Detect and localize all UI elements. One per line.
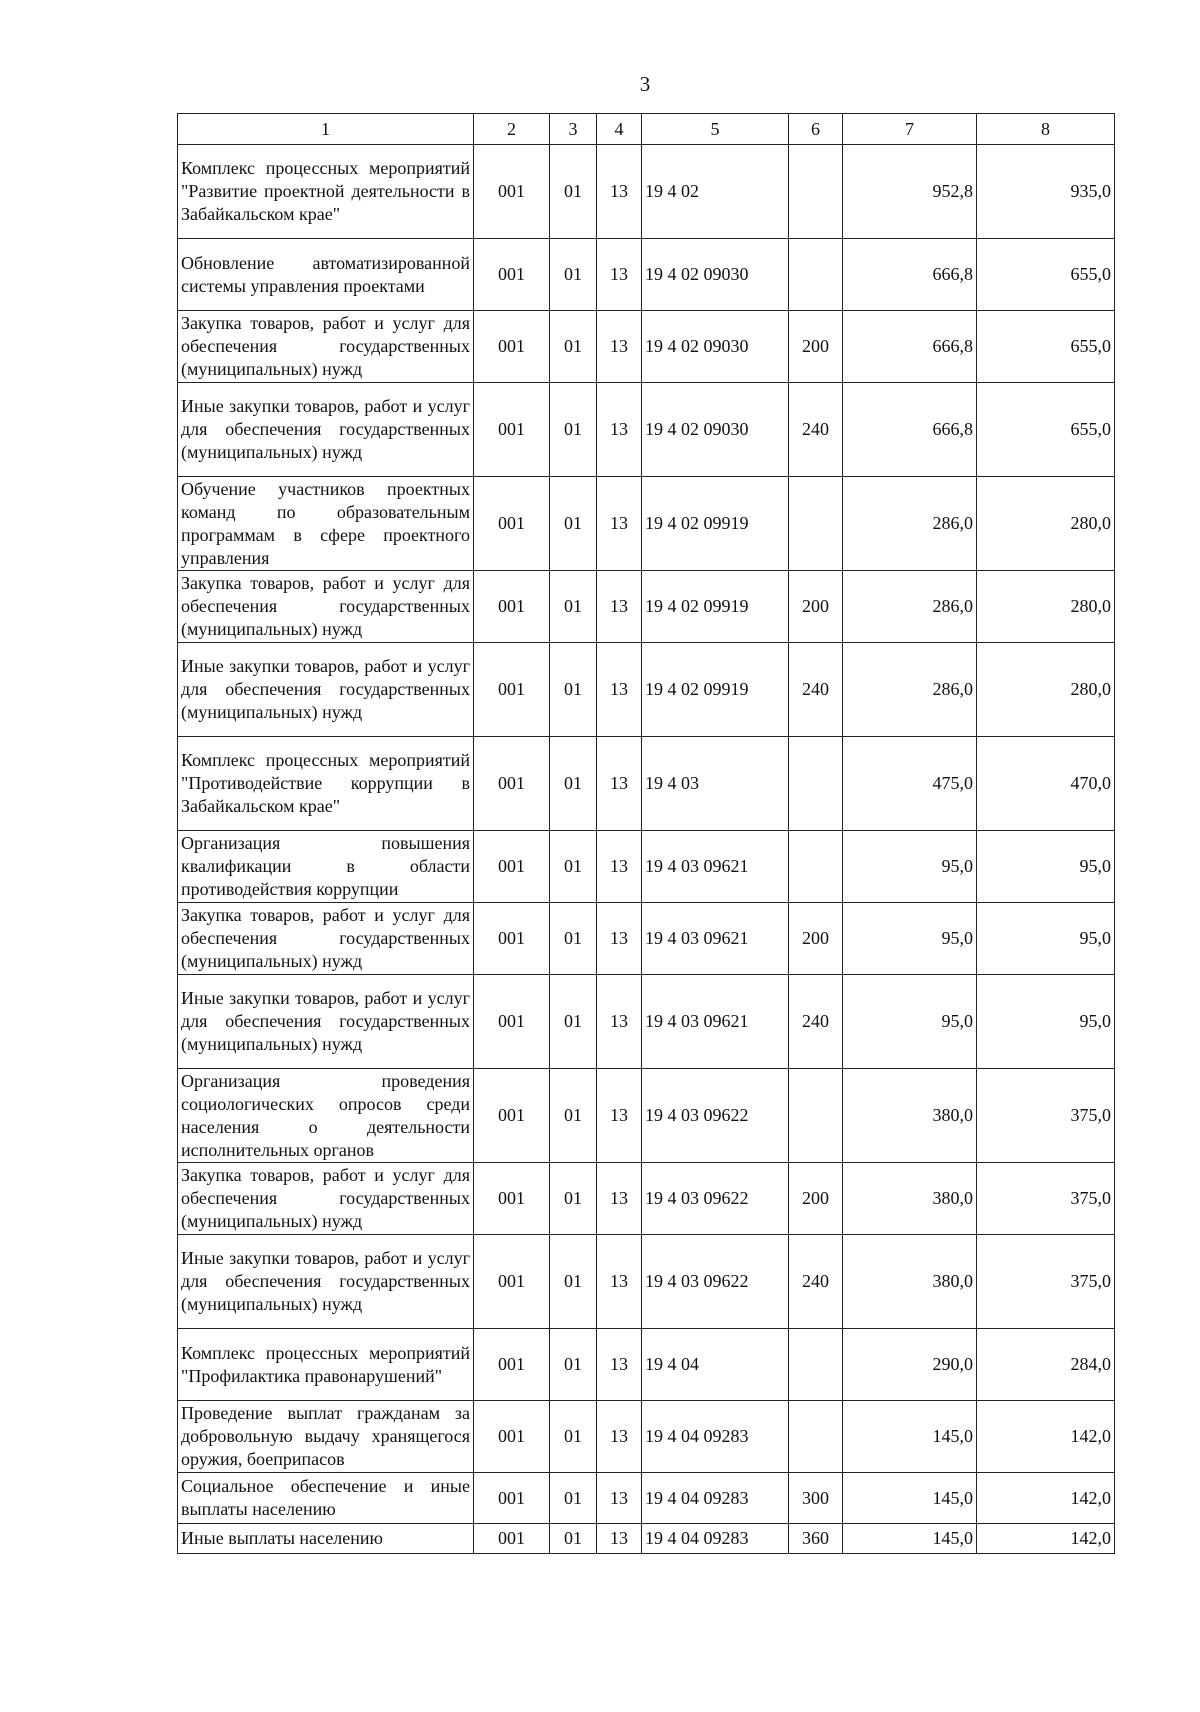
amount-col8-cell: 142,0 — [977, 1524, 1115, 1554]
amount-col7-cell: 380,0 — [843, 1163, 977, 1235]
amount-col7-cell: 952,8 — [843, 145, 977, 239]
column-header: 7 — [843, 114, 977, 145]
expense-type-cell — [789, 1401, 843, 1473]
row-name-cell: Иные выплаты населению — [178, 1524, 474, 1554]
section-code-cell: 01 — [550, 1401, 597, 1473]
table-row — [178, 1163, 1115, 1235]
amount-col7-cell: 145,0 — [843, 1473, 977, 1524]
target-article-cell: 19 4 02 09919 — [642, 571, 789, 643]
subsection-code-cell: 13 — [597, 383, 642, 477]
row-name-cell: Организация повышения квалификации в области противодействия коррупции — [178, 831, 474, 903]
row-name-cell: Комплекс процессных мероприятий "Профилактика правонарушений" — [178, 1329, 474, 1401]
amount-col8-cell: 280,0 — [977, 571, 1115, 643]
column-header: 2 — [474, 114, 550, 145]
amount-col8-cell: 655,0 — [977, 311, 1115, 383]
page-number: 3 — [639, 72, 651, 96]
expense-type-cell: 240 — [789, 975, 843, 1069]
section-code-cell: 01 — [550, 1235, 597, 1329]
subsection-code-cell: 13 — [597, 975, 642, 1069]
section-code-cell: 01 — [550, 383, 597, 477]
table-row — [178, 239, 1115, 311]
amount-col7-cell: 145,0 — [843, 1401, 977, 1473]
budget-table — [177, 113, 1115, 1554]
amount-col7-cell: 286,0 — [843, 571, 977, 643]
section-code-cell: 01 — [550, 1069, 597, 1163]
admin-code-cell: 001 — [474, 477, 550, 571]
amount-col7-cell: 380,0 — [843, 1069, 977, 1163]
admin-code-cell: 001 — [474, 571, 550, 643]
column-header: 5 — [642, 114, 789, 145]
expense-type-cell — [789, 737, 843, 831]
admin-code-cell: 001 — [474, 311, 550, 383]
table-row — [178, 903, 1115, 975]
admin-code-cell: 001 — [474, 737, 550, 831]
table-row — [178, 1401, 1115, 1473]
subsection-code-cell: 13 — [597, 145, 642, 239]
expense-type-cell — [789, 239, 843, 311]
expense-type-cell: 200 — [789, 1163, 843, 1235]
table-body — [178, 145, 1115, 1554]
table-row — [178, 1329, 1115, 1401]
section-code-cell: 01 — [550, 145, 597, 239]
subsection-code-cell: 13 — [597, 311, 642, 383]
row-name-cell: Обучение участников проектных команд по образовательным программам в сфере проектного управления — [178, 477, 474, 571]
admin-code-cell: 001 — [474, 975, 550, 1069]
expense-type-cell — [789, 1069, 843, 1163]
amount-col7-cell: 666,8 — [843, 311, 977, 383]
expense-type-cell: 200 — [789, 311, 843, 383]
amount-col8-cell: 280,0 — [977, 477, 1115, 571]
target-article-cell: 19 4 02 09030 — [642, 239, 789, 311]
row-name-cell: Обновление автоматизированной системы управления проектами — [178, 239, 474, 311]
section-code-cell: 01 — [550, 311, 597, 383]
amount-col8-cell: 655,0 — [977, 239, 1115, 311]
target-article-cell: 19 4 03 — [642, 737, 789, 831]
table-row — [178, 1473, 1115, 1524]
expense-type-cell: 200 — [789, 571, 843, 643]
target-article-cell: 19 4 03 09622 — [642, 1069, 789, 1163]
subsection-code-cell: 13 — [597, 477, 642, 571]
amount-col8-cell: 142,0 — [977, 1401, 1115, 1473]
table-row — [178, 1069, 1115, 1163]
amount-col8-cell: 95,0 — [977, 975, 1115, 1069]
admin-code-cell: 001 — [474, 1401, 550, 1473]
row-name-cell: Иные закупки товаров, работ и услуг для обеспечения государственных (муниципальных) нужд — [178, 383, 474, 477]
subsection-code-cell: 13 — [597, 903, 642, 975]
table-row — [178, 975, 1115, 1069]
amount-col8-cell: 95,0 — [977, 831, 1115, 903]
expense-type-cell — [789, 477, 843, 571]
section-code-cell: 01 — [550, 477, 597, 571]
expense-type-cell: 240 — [789, 1235, 843, 1329]
table-row — [178, 737, 1115, 831]
row-name-cell: Закупка товаров, работ и услуг для обеспечения государственных (муниципальных) нужд — [178, 1163, 474, 1235]
subsection-code-cell: 13 — [597, 1401, 642, 1473]
subsection-code-cell: 13 — [597, 831, 642, 903]
amount-col8-cell: 935,0 — [977, 145, 1115, 239]
amount-col7-cell: 95,0 — [843, 831, 977, 903]
admin-code-cell: 001 — [474, 1329, 550, 1401]
amount-col8-cell: 470,0 — [977, 737, 1115, 831]
table-row — [178, 571, 1115, 643]
admin-code-cell: 001 — [474, 1473, 550, 1524]
row-name-cell: Иные закупки товаров, работ и услуг для обеспечения государственных (муниципальных) нужд — [178, 643, 474, 737]
row-name-cell: Закупка товаров, работ и услуг для обеспечения государственных (муниципальных) нужд — [178, 571, 474, 643]
target-article-cell: 19 4 04 — [642, 1329, 789, 1401]
amount-col8-cell: 655,0 — [977, 383, 1115, 477]
target-article-cell: 19 4 03 09622 — [642, 1235, 789, 1329]
amount-col8-cell: 95,0 — [977, 903, 1115, 975]
section-code-cell: 01 — [550, 239, 597, 311]
expense-type-cell: 360 — [789, 1524, 843, 1554]
expense-type-cell — [789, 1329, 843, 1401]
table-row — [178, 477, 1115, 571]
section-code-cell: 01 — [550, 831, 597, 903]
amount-col7-cell: 95,0 — [843, 975, 977, 1069]
table-row — [178, 383, 1115, 477]
admin-code-cell: 001 — [474, 383, 550, 477]
row-name-cell: Организация проведения социологических опросов среди населения о деятельности исполнительных органов — [178, 1069, 474, 1163]
section-code-cell: 01 — [550, 571, 597, 643]
table-row — [178, 643, 1115, 737]
amount-col7-cell: 666,8 — [843, 239, 977, 311]
subsection-code-cell: 13 — [597, 1329, 642, 1401]
target-article-cell: 19 4 03 09621 — [642, 975, 789, 1069]
row-name-cell: Проведение выплат гражданам за добровольную выдачу хранящегося оружия, боеприпасов — [178, 1401, 474, 1473]
row-name-cell: Иные закупки товаров, работ и услуг для обеспечения государственных (муниципальных) нужд — [178, 975, 474, 1069]
section-code-cell: 01 — [550, 975, 597, 1069]
section-code-cell: 01 — [550, 737, 597, 831]
table-row — [178, 1235, 1115, 1329]
target-article-cell: 19 4 04 09283 — [642, 1473, 789, 1524]
admin-code-cell: 001 — [474, 831, 550, 903]
subsection-code-cell: 13 — [597, 737, 642, 831]
row-name-cell: Комплекс процессных мероприятий "Противодействие коррупции в Забайкальском крае" — [178, 737, 474, 831]
expense-type-cell — [789, 145, 843, 239]
subsection-code-cell: 13 — [597, 643, 642, 737]
section-code-cell: 01 — [550, 1163, 597, 1235]
header-row — [178, 114, 1115, 145]
amount-col7-cell: 380,0 — [843, 1235, 977, 1329]
section-code-cell: 01 — [550, 903, 597, 975]
amount-col8-cell: 375,0 — [977, 1163, 1115, 1235]
target-article-cell: 19 4 03 09621 — [642, 831, 789, 903]
column-header: 4 — [597, 114, 642, 145]
column-header: 6 — [789, 114, 843, 145]
subsection-code-cell: 13 — [597, 1524, 642, 1554]
row-name-cell: Иные закупки товаров, работ и услуг для обеспечения государственных (муниципальных) нужд — [178, 1235, 474, 1329]
target-article-cell: 19 4 03 09621 — [642, 903, 789, 975]
target-article-cell: 19 4 04 09283 — [642, 1524, 789, 1554]
row-name-cell: Социальное обеспечение и иные выплаты населению — [178, 1473, 474, 1524]
section-code-cell: 01 — [550, 643, 597, 737]
expense-type-cell: 240 — [789, 643, 843, 737]
amount-col8-cell: 280,0 — [977, 643, 1115, 737]
admin-code-cell: 001 — [474, 1163, 550, 1235]
target-article-cell: 19 4 04 09283 — [642, 1401, 789, 1473]
section-code-cell: 01 — [550, 1473, 597, 1524]
admin-code-cell: 001 — [474, 1524, 550, 1554]
subsection-code-cell: 13 — [597, 1473, 642, 1524]
table-row — [178, 1524, 1115, 1554]
admin-code-cell: 001 — [474, 1069, 550, 1163]
expense-type-cell: 300 — [789, 1473, 843, 1524]
amount-col7-cell: 290,0 — [843, 1329, 977, 1401]
expense-type-cell: 240 — [789, 383, 843, 477]
target-article-cell: 19 4 02 — [642, 145, 789, 239]
expense-type-cell: 200 — [789, 903, 843, 975]
subsection-code-cell: 13 — [597, 1069, 642, 1163]
subsection-code-cell: 13 — [597, 239, 642, 311]
column-header: 8 — [977, 114, 1115, 145]
admin-code-cell: 001 — [474, 643, 550, 737]
admin-code-cell: 001 — [474, 1235, 550, 1329]
target-article-cell: 19 4 02 09919 — [642, 477, 789, 571]
subsection-code-cell: 13 — [597, 571, 642, 643]
amount-col7-cell: 145,0 — [843, 1524, 977, 1554]
amount-col7-cell: 286,0 — [843, 477, 977, 571]
section-code-cell: 01 — [550, 1524, 597, 1554]
admin-code-cell: 001 — [474, 145, 550, 239]
amount-col7-cell: 286,0 — [843, 643, 977, 737]
amount-col7-cell: 666,8 — [843, 383, 977, 477]
target-article-cell: 19 4 02 09919 — [642, 643, 789, 737]
amount-col7-cell: 475,0 — [843, 737, 977, 831]
amount-col8-cell: 375,0 — [977, 1069, 1115, 1163]
amount-col8-cell: 142,0 — [977, 1473, 1115, 1524]
section-code-cell: 01 — [550, 1329, 597, 1401]
table-row — [178, 145, 1115, 239]
target-article-cell: 19 4 02 09030 — [642, 383, 789, 477]
target-article-cell: 19 4 02 09030 — [642, 311, 789, 383]
admin-code-cell: 001 — [474, 903, 550, 975]
admin-code-cell: 001 — [474, 239, 550, 311]
row-name-cell: Комплекс процессных мероприятий "Развитие проектной деятельности в Забайкальском крае" — [178, 145, 474, 239]
row-name-cell: Закупка товаров, работ и услуг для обеспечения государственных (муниципальных) нужд — [178, 311, 474, 383]
table-row — [178, 311, 1115, 383]
target-article-cell: 19 4 03 09622 — [642, 1163, 789, 1235]
amount-col8-cell: 375,0 — [977, 1235, 1115, 1329]
subsection-code-cell: 13 — [597, 1235, 642, 1329]
table-row — [178, 831, 1115, 903]
amount-col8-cell: 284,0 — [977, 1329, 1115, 1401]
column-header: 1 — [178, 114, 474, 145]
column-header: 3 — [550, 114, 597, 145]
amount-col7-cell: 95,0 — [843, 903, 977, 975]
row-name-cell: Закупка товаров, работ и услуг для обеспечения государственных (муниципальных) нужд — [178, 903, 474, 975]
expense-type-cell — [789, 831, 843, 903]
subsection-code-cell: 13 — [597, 1163, 642, 1235]
